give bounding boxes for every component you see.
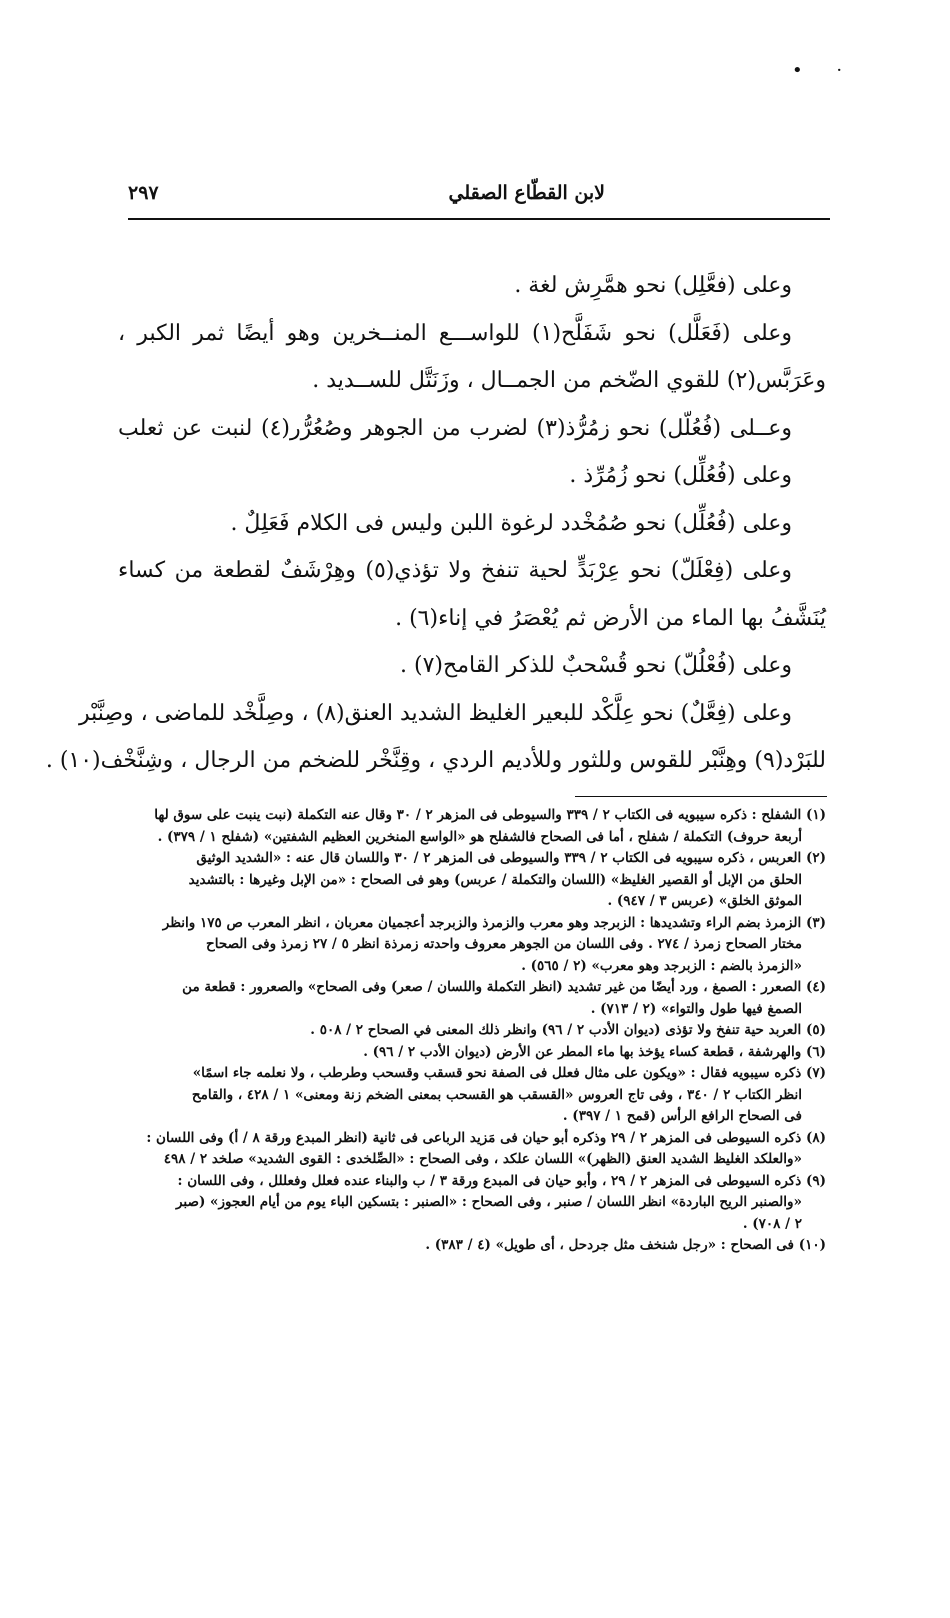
footnote-line: (٨) ذكره السيوطى فى المزهر ٢ / ٢٩ وذكره أبو حيان فى مَزيد الرباعى فى ثانية (انظر المبدع ورقة ٨ / أ) وفى اللسان : [146,1129,826,1146]
body-line: وعلى (فُعْلُلّ) نحو قُسْحبٌ للذكر القامح(٧) . [400,653,792,678]
footnote-line: الصمغ فيها طول والتواء» (٢ / ٧١٣) . [590,1000,802,1017]
footnote-line: (٩) ذكره السيوطى فى المزهر ٢ / ٢٩ ، وأبو حيان فى المبدع ورقة ٣ / ب والبناء عنده فعلل وفعللل ، وفى اللسان : [177,1172,826,1189]
footnote-line: (٥) العربد حية تنفخ ولا تؤذى (ديوان الأدب ٢ / ٩٦) وانظر ذلك المعنى في الصحاح ٢ / ٥٠٨ . [310,1022,826,1038]
footnote-line: «والعلكد الغليظ الشديد العنق (الظهر)» اللسان علكد ، وفى الصحاح : «الصِّلخدى : القوى الشديد» صلخد ٢ / ٤٩٨ [163,1151,802,1167]
body-line: وعــلى (فُعُلّل) نحو زمُرُّذ(٣) لضرب من الجوهر وصُعُرُّر(٤) لنبت عن ثعلب [118,415,792,441]
body-line: وعَرَبَّس(٢) للقوي الضّخم من الجمــال ، وزَنَتَّل للســديد . [312,368,826,393]
footnote-line: «والصنبر الريح الباردة» انظر اللسان / صنبر ، وفى الصحاح : «الصنبر : بتسكين الباء يوم من أيام العجوز» (صبر [175,1194,802,1210]
body-line: وعلى (فعَّلِل) نحو همَّرِش لغة . [514,273,792,298]
footnote-line: الحلق من الإبل أو القصير الغليظ» (اللسان والتكملة / عربس) وهو فى الصحاح : «من الإبل وغيرها : بالتشديد [188,871,802,888]
body-line: وعلى (فُعُلِّل) نحو صُمُخْدد لرغوة اللبن وليس فى الكلام فَعَلِلٌ . [230,510,792,536]
footnote-line: فى الصحاح الرافع الرأس (قمح ١ / ٣٩٧) . [562,1108,802,1124]
footnote-line: (٣) الزمرذ بضم الراء وتشديدها : الزبرجد وهو معرب والزمرذ والزبرجد أعجميان معربان ، انظر المعرب ص ١٧٥ وانظر [162,914,826,931]
stray-marks: • · [792,60,857,81]
footnote-line: الموثق الخلق» (عربس ٣ / ٩٤٧) . [607,893,802,909]
footnote-line: أربعة حروف) التكملة / شفلح ، أما فى الصحاح فالشفلح هو «الواسع المنخرين العظيم الشفتين» (شفلح ١ / ٣٧٩) . [157,828,802,845]
running-header [128,180,830,220]
footnote-line: (٢) العربس ، ذكره سيبويه فى الكتاب ٢ / ٣٣٩ والسيوطى فى المزهر ٢ / ٣٠ واللسان قال عنه : «الشديد الوثيق [196,850,826,866]
body-line: للبَرْد(٩) وهِنَّبْر للقوس وللثور وللأديم الردي ، وقِنَّخْر للضخم من الرجال ، وشِنَّخْف(١٠) . [45,748,826,773]
footnote-line: (١٠) فى الصحاح : «رجل شنخف مثل جردحل ، أى طويل» (٤ / ٣٨٣) . [425,1237,826,1253]
page-number: ٢٩٧ [128,182,159,204]
footnote-line: (٤) الصعرر : الصمغ ، ورد أيضًا من غير تشديد (انظر التكملة واللسان / صعر) وفى الصحاح» والصعرور : قطعة من [182,979,826,995]
main-text [45,262,826,785]
body-line: يُنَشَّفُ بها الماء من الأرض ثم يُعْصَرُ في إناء(٦) . [395,605,826,631]
body-line: وعلى (فِعْلَلّ) نحو عِرْبَدٍّ لحية تنفخ ولا تؤذي(٥) وهِرْشَفٌ لقطعة من كساء [118,558,792,583]
footnote-line: ٢ / ٧٠٨) . [742,1215,802,1232]
footnotes [110,805,826,1257]
footnote-line: (٧) ذكره سيبويه فقال : «ويكون على مثال فعلل فى الصفة نحو قسقب وقسحب وطرطب ، ولا نعلمه جاء اسمًا» [192,1065,826,1081]
footnote-divider [575,796,827,797]
footnote-line: (١) الشفلح : ذكره سيبويه فى الكتاب ٢ / ٣٣٩ والسيوطى فى المزهر ٢ / ٣٠ وقال عنه التكملة (نبت ينبت على سوق لها [154,807,826,823]
body-line: وعلى (فِعَّلٌ) نحو عِلَّكْد للبعير الغليظ الشديد العنق(٨) ، وصِلَّخْد للماضى ، وصِنَّبْر [78,700,792,726]
footnote-line: (٦) والهرشفة ، قطعة كساء يؤخذ بها ماء المطر عن الأرض (ديوان الأدب ٢ / ٩٦) . [363,1043,826,1060]
body-line: وعلى (فَعَلَّل) نحو شَفَلَّح(١) للواســـع المنــخرين وهو أيضًا ثمر الكبر ، [118,320,792,346]
header-title: لابن القطّاع الصقلي [448,182,605,204]
footnote-line: انظر الكتاب ٢ / ٣٤٠ ، وفى تاج العروس «القسقب هو القسحب بمعنى الضخم زنة ومعنى» ١ / ٤٢٨ ، والقامح [191,1086,802,1103]
footnote-line: مختار الصحاح زمرذ / ٢٧٤ . وفى اللسان من الجوهر معروف واحدته زمرذة انظر ٥ / ٢٧ زمرذ وفى الصحاح [206,936,802,952]
body-line: وعلى (فُعُلِّل) نحو زُمُرِّذ . [569,463,792,488]
footnote-line: «الزمرذ بالضم : الزبرجد وهو معرب» (٢ / ٥٦٥) . [521,957,802,974]
